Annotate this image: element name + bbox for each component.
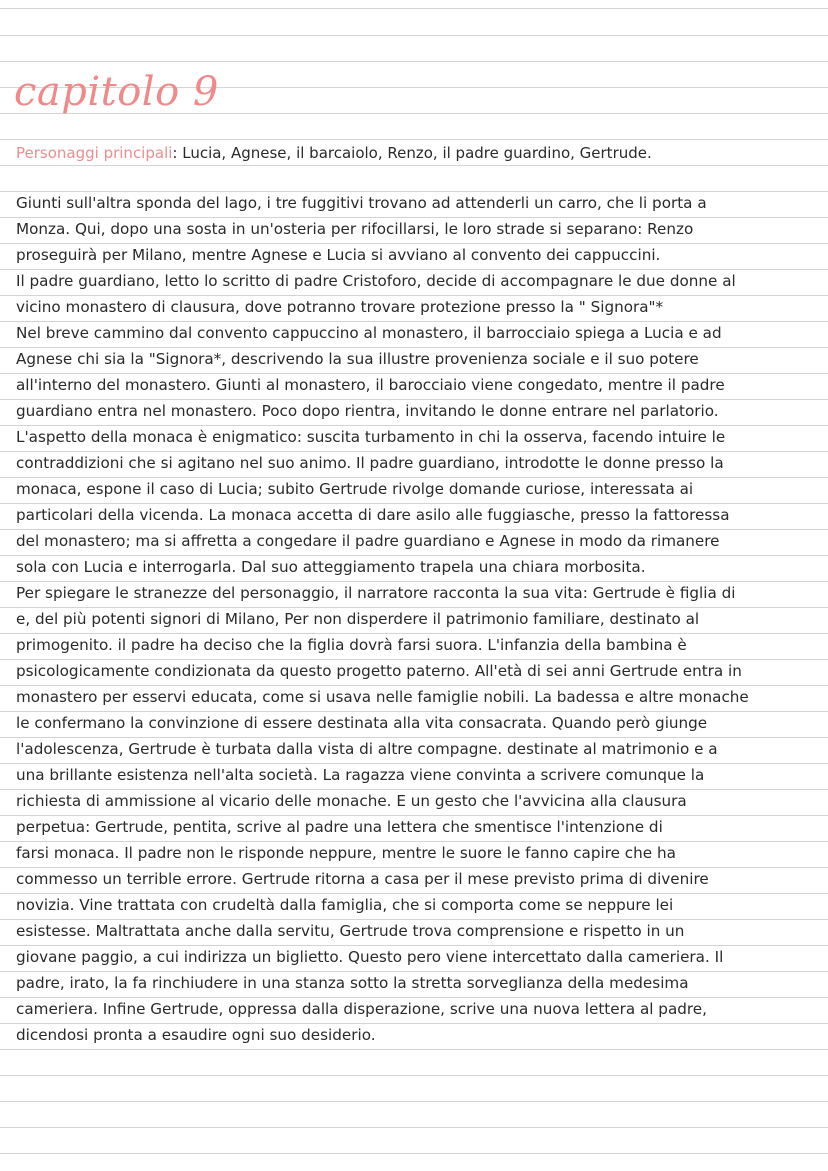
text-line: psicologicamente condizionata da questo progetto paterno. All'età di sei anni Gertrude entra in: [16, 662, 742, 680]
characters-label: Personaggi principali: [16, 144, 173, 162]
text-line: proseguirà per Milano, mentre Agnese e Lucia si avviano al convento dei cappuccini.: [16, 246, 661, 264]
characters-list: : Lucia, Agnese, il barcaiolo, Renzo, il padre guardino, Gertrude.: [172, 144, 652, 162]
text-line: padre, irato, la fa rinchiudere in una stanza sotto la stretta sorveglianza della medesima: [16, 974, 689, 992]
text-line: Nel breve cammino dal convento cappuccino al monastero, il barrocciaio spiega a Lucia e ad: [16, 324, 722, 342]
text-line: all'interno del monastero. Giunti al monastero, il barocciaio viene congedato, mentre il padre: [16, 376, 725, 394]
text-line: novizia. Vine trattata con crudeltà dalla famiglia, che si comporta come se neppure lei: [16, 896, 674, 914]
text-line: dicendosi pronta a esaudire ogni suo desiderio.: [16, 1026, 376, 1044]
text-line: vicino monastero di clausura, dove potranno trovare protezione presso la " Signora"*: [16, 298, 664, 316]
text-line: Per spiegare le stranezze del personaggio, il narratore racconta la sua vita: Gertrude è figlia di: [16, 584, 736, 602]
text-line: l'adolescenza, Gertrude è turbata dalla vista di altre compagne. destinate al matrimonio e a: [16, 740, 718, 758]
main-characters: [16, 140, 816, 166]
text-line: monastero per esservi educata, come si usava nelle famiglie nobili. La badessa e altre monache: [16, 688, 749, 706]
text-line: le confermano la convinzione di essere destinata alla vita consacrata. Quando però giunge: [16, 714, 708, 732]
text-line: L'aspetto della monaca è enigmatico: suscita turbamento in chi la osserva, facendo intuire le: [16, 428, 726, 446]
text-line: monaca, espone il caso di Lucia; subito Gertrude rivolge domande curiose, interessata ai: [16, 480, 694, 498]
text-line: particolari della vicenda. La monaca accetta di dare asilo alle fuggiasche, presso la fattoressa: [16, 506, 730, 524]
text-line: contraddizioni che si agitano nel suo animo. Il padre guardiano, introdotte le donne presso la: [16, 454, 724, 472]
text-line: cameriera. Infine Gertrude, oppressa dalla disperazione, scrive una nuova lettera al padre,: [16, 1000, 707, 1018]
chapter-title: capitolo 9: [14, 69, 219, 115]
text-line: sola con Lucia e interrogarla. Dal suo atteggiamento trapela una chiara morbosita.: [16, 558, 646, 576]
text-line: commesso un terrible errore. Gertrude ritorna a casa per il mese previsto prima di divenire: [16, 870, 709, 888]
text-line: perpetua: Gertrude, pentita, scrive al padre una lettera che smentisce l'intenzione di: [16, 818, 663, 836]
text-line: Giunti sull'altra sponda del lago, i tre fuggitivi trovano ad attenderli un carro, che li porta a: [16, 194, 707, 212]
text-line: del monastero; ma si affretta a congedare il padre guardiano e Agnese in modo da rimanere: [16, 532, 720, 550]
text-line: e, del più potenti signori di Milano, Per non disperdere il patrimonio familiare, destinato al: [16, 610, 700, 628]
text-line: farsi monaca. Il padre non le risponde neppure, mentre le suore le fanno capire che ha: [16, 844, 676, 862]
text-line: Monza. Qui, dopo una sosta in un'osteria per rifocillarsi, le loro strade si separano: Renzo: [16, 220, 694, 238]
text-line: Agnese chi sia la "Signora*, descrivendo la sua illustre provenienza sociale e il suo potere: [16, 350, 699, 368]
text-line: primogenito. il padre ha deciso che la figlia dovrà farsi suora. L'infanzia della bambina è: [16, 636, 687, 654]
text-line: Il padre guardiano, letto lo scritto di padre Cristoforo, decide di accompagnare le due donne al: [16, 272, 736, 290]
text-line: una brillante esistenza nell'alta società. La ragazza viene convinta a scrivere comunque la: [16, 766, 705, 784]
text-line: esistesse. Maltrattata anche dalla servitu, Gertrude trova comprensione e rispetto in un: [16, 922, 685, 940]
text-line: giovane paggio, a cui indirizza un biglietto. Questo pero viene intercettato dalla cameriera. Il: [16, 948, 724, 966]
chapter-summary: [16, 190, 820, 1048]
text-line: guardiano entra nel monastero. Poco dopo rientra, invitando le donne entrare nel parlatorio.: [16, 402, 719, 420]
text-line: richiesta di ammissione al vicario delle monache. E un gesto che l'avvicina alla clausura: [16, 792, 687, 810]
